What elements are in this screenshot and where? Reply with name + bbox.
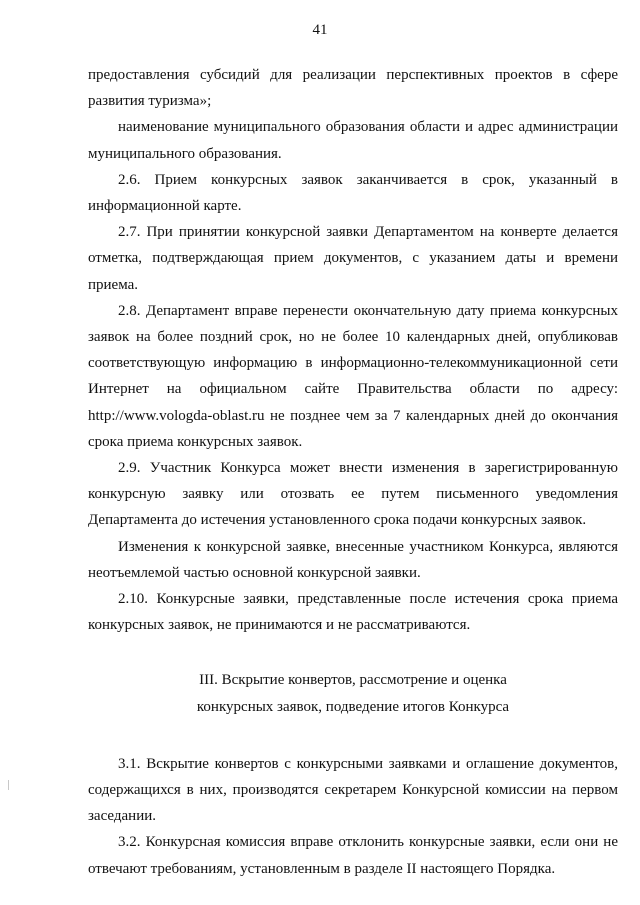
paragraph-2-6: 2.6. Прием конкурсных заявок заканчивается в срок, указанный в информационной карте. [88, 171, 618, 215]
paragraph-2-8: 2.8. Департамент вправе перенести окончательную дату приема конкурсных заявок на более поздний срок, но не более 10 календарных дней, опубликовав соответствующую информацию в информационно-телекоммуникационной сети Интернет на официальном сайте Правительства области по адресу: http://www.vologda-oblast.ru не позднее чем за 7 календарных дней до окончания срока приема конкурсных заявок. [88, 302, 618, 450]
paragraph-2-9: 2.9. Участник Конкурса может внести изменения в зарегистрированную конкурсную заявку или отозвать ее путем письменного уведомления Департамента до истечения установленного срока подачи конкурсных заявок. [88, 460, 618, 529]
section-heading [88, 667, 618, 719]
paragraph-2-10: 2.10. Конкурсные заявки, представленные после истечения срока приема конкурсных заявок, не принимаются и не рассматриваются. [88, 591, 618, 634]
section-heading-line-2: конкурсных заявок, подведение итогов Конкурса [196, 698, 510, 715]
paragraph-municipality-name: наименование муниципального образования области и адрес администрации муниципального образования. [88, 119, 618, 162]
page-number: 41 [312, 22, 328, 38]
paragraph-3-2: 3.2. Конкурсная комиссия вправе отклонить конкурсные заявки, если они не отвечают требованиям, установленным в разделе II настоящего Порядка. [88, 834, 618, 877]
scan-margin-mark [8, 780, 9, 790]
document-body [88, 62, 618, 882]
paragraph-continuation: предоставления субсидий для реализации перспективных проектов в сфере развития туризма»; [88, 67, 618, 110]
paragraph-2-7: 2.7. При принятии конкурсной заявки Департаментом на конверте делается отметка, подтверждающая прием документов, с указанием даты и времени приема. [88, 224, 618, 293]
paragraph-changes: Изменения к конкурсной заявке, внесенные участником Конкурса, являются неотъемлемой частью основной конкурсной заявки. [88, 538, 618, 581]
paragraph-3-1: 3.1. Вскрытие конвертов с конкурсными заявками и оглашение документов, содержащихся в них, производятся секретарем Конкурсной комиссии на первом заседании. [88, 755, 618, 825]
section-heading-line-1: III. Вскрытие конвертов, рассмотрение и оценка [199, 672, 507, 689]
